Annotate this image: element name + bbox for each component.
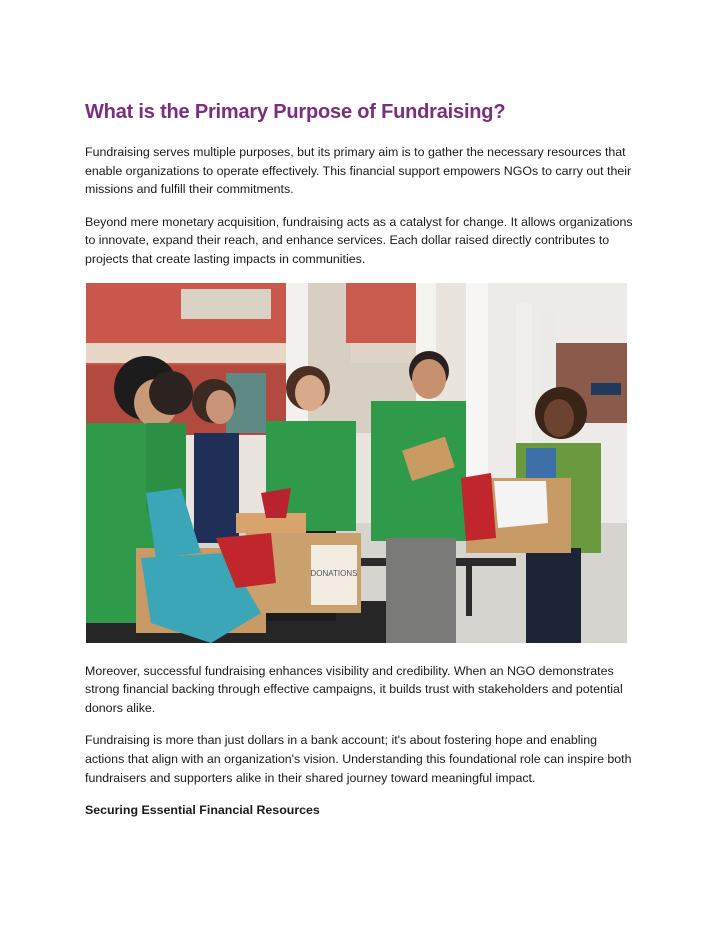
volunteers-donation-photo — [86, 283, 627, 643]
paragraph-2: Beyond mere monetary acquisition, fundraising acts as a catalyst for change. It allows organizations to innovate, expand their reach, and enhance services. Each dollar raised directly contributes to projects that create lasting impacts in communities. — [85, 214, 633, 266]
donations-box-label: DONATIONS — [310, 568, 358, 578]
paragraph-1: Fundraising serves multiple purposes, but its primary aim is to gather the necessary resources that enable organizations to operate effectively. This financial support empowers NGOs to carry out their missions and fulfill their commitments. — [85, 145, 632, 197]
page-title: What is the Primary Purpose of Fundraising? — [85, 101, 506, 123]
document-page — [85, 98, 637, 834]
paragraph-3: Moreover, successful fundraising enhances visibility and credibility. When an NGO demonstrates strong financial backing through effective campaigns, it builds trust with stakeholders and potential donors alike. — [85, 663, 623, 715]
section-subheading: Securing Essential Financial Resources — [85, 803, 320, 818]
paragraph-4: Fundraising is more than just dollars in a bank account; it's about fostering hope and enabling actions that align with an organization's vision. Understanding this foundational role can inspire both fundraisers and supporters alike in their shared journey toward meaningful impact. — [85, 733, 632, 785]
